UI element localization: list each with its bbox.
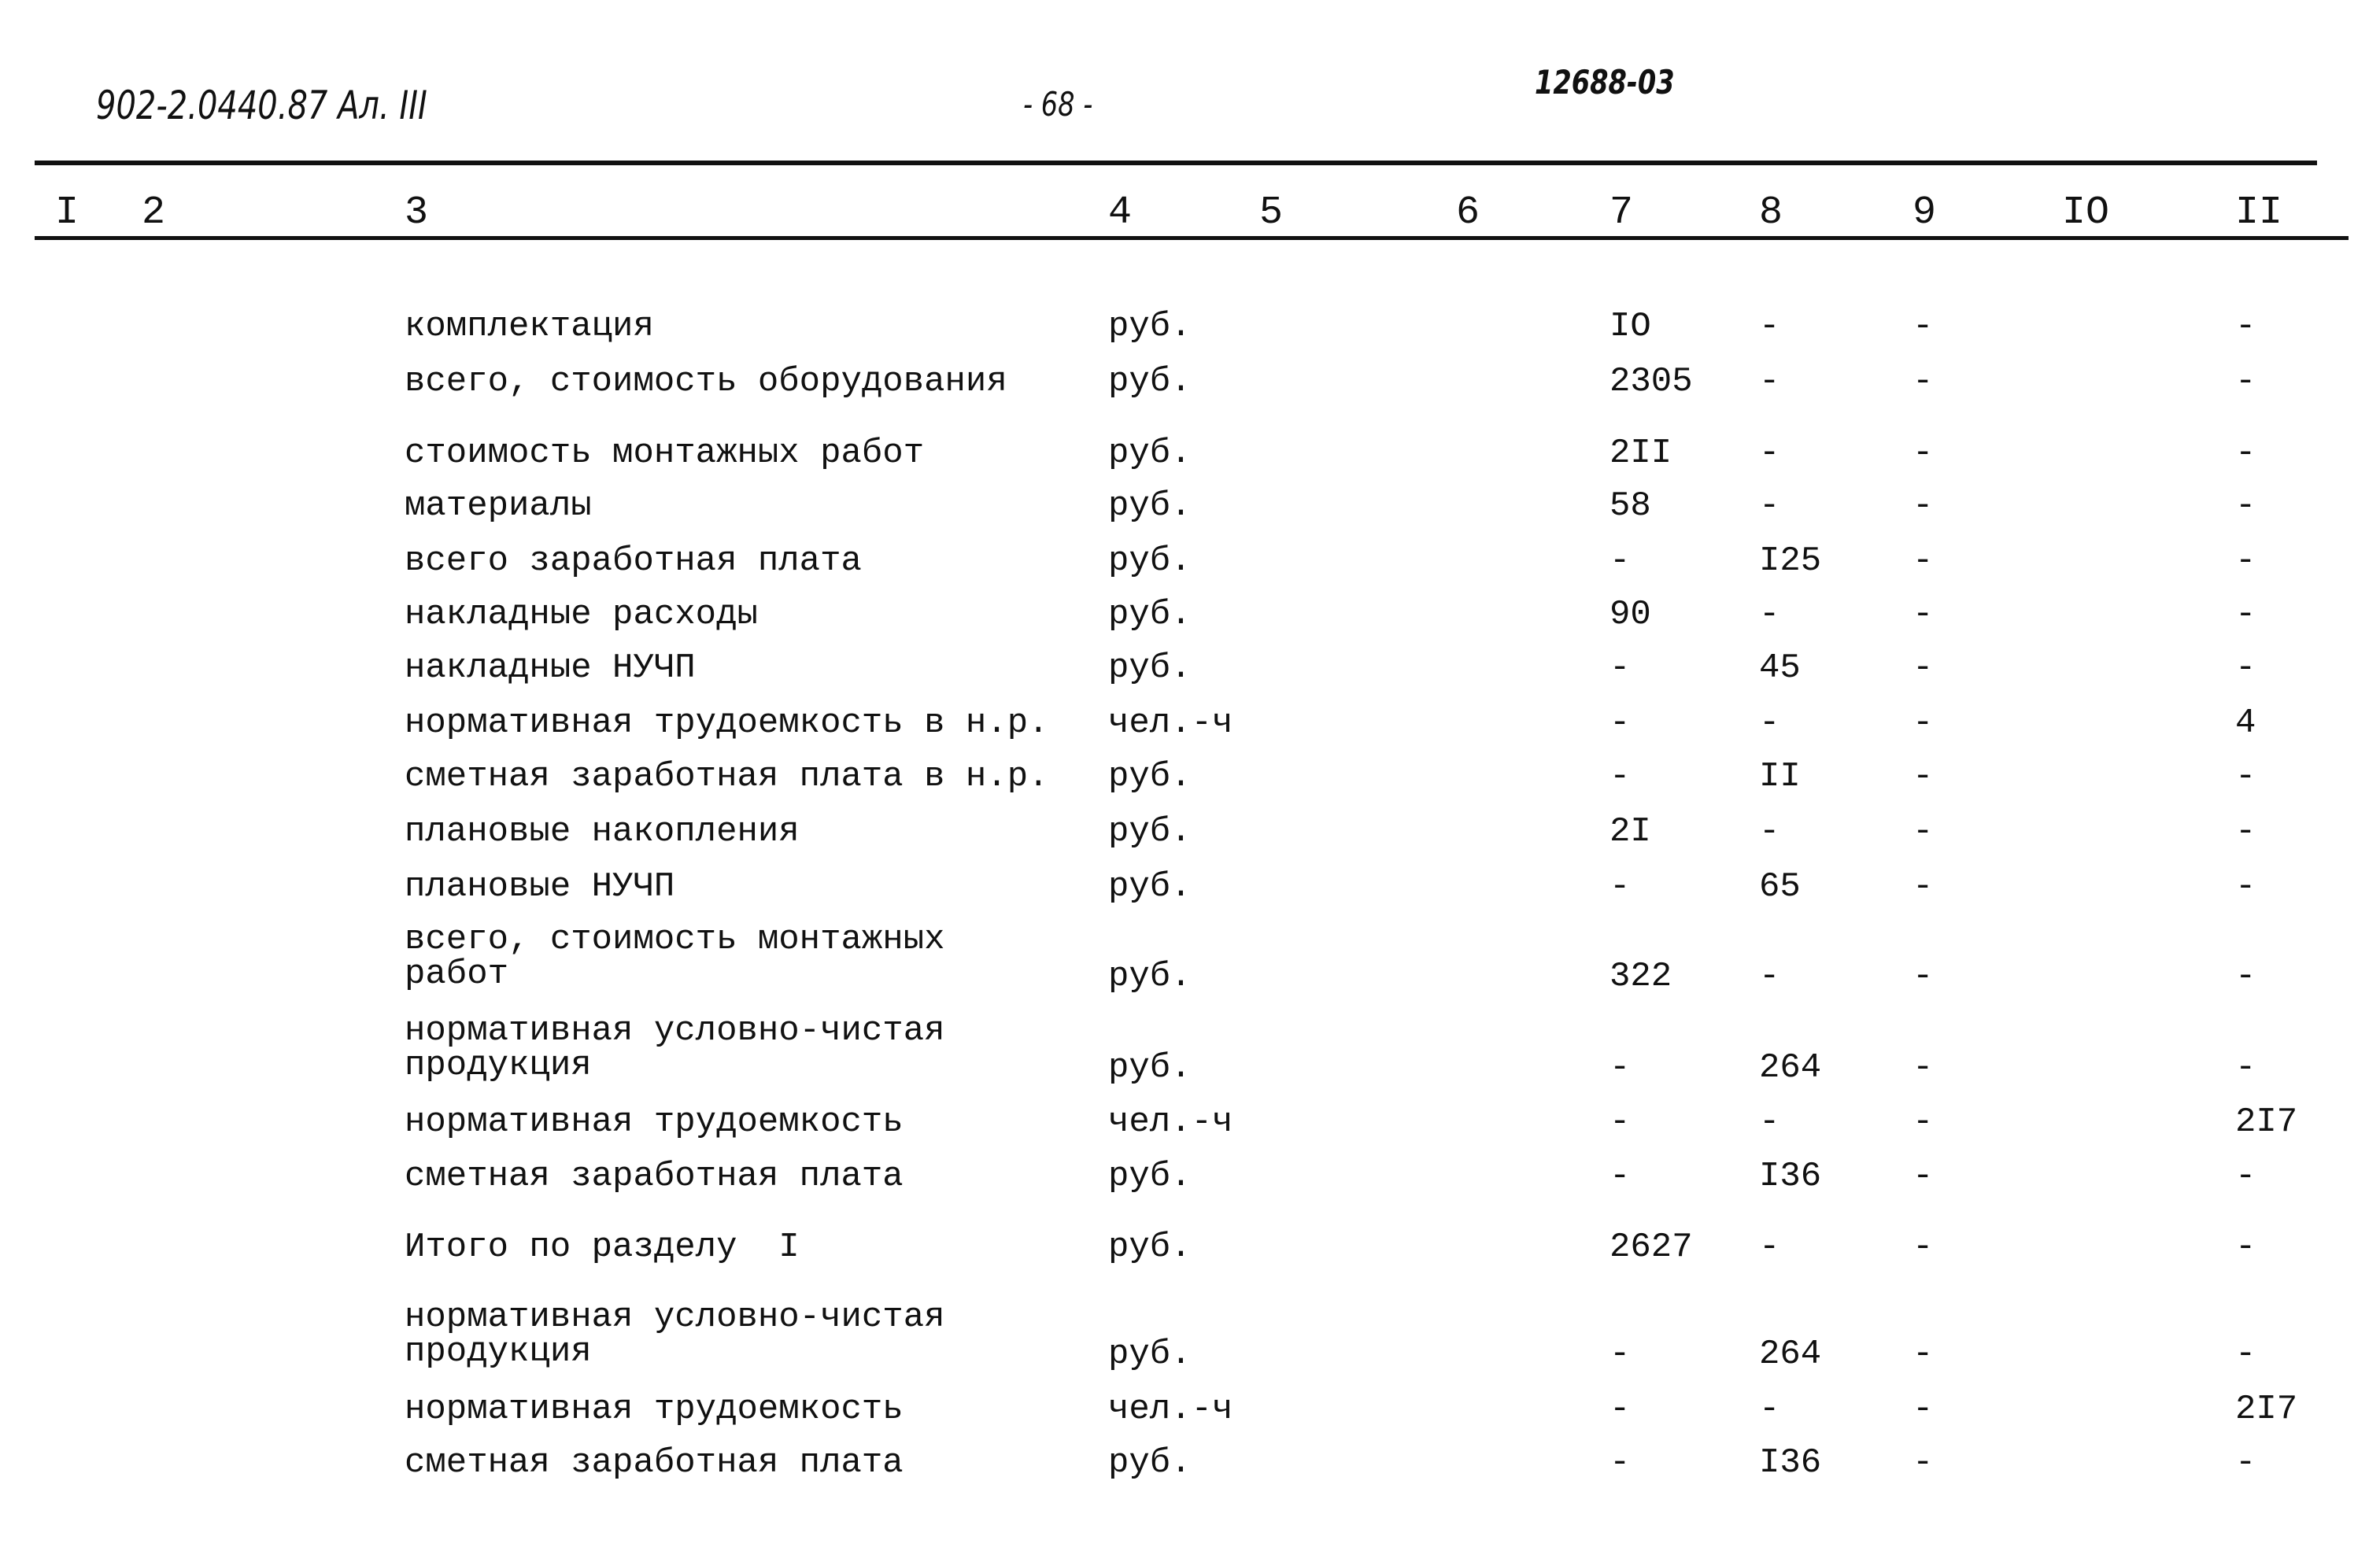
row-label: накладные НУЧП: [405, 648, 696, 688]
cell-c8: -: [1759, 362, 1780, 401]
cell-c11: -: [2235, 1157, 2256, 1196]
column-number: I: [55, 190, 79, 235]
cell-c9: -: [1913, 1048, 1934, 1087]
cell-c8: 264: [1759, 1335, 1822, 1374]
cell-c11: -: [2235, 541, 2256, 581]
row-unit: руб.: [1108, 595, 1192, 634]
row-unit: руб.: [1108, 1157, 1192, 1196]
row-label: сметная заработная плата: [405, 1157, 904, 1196]
row-unit: руб.: [1108, 434, 1192, 473]
cell-c11: -: [2235, 1048, 2256, 1087]
cell-c9: -: [1913, 1157, 1934, 1196]
page-number: - 68 -: [1023, 85, 1093, 124]
column-number: 7: [1609, 190, 1634, 235]
document-code: 902-2.0440.87 Ал. III: [96, 83, 427, 128]
cell-c8: II: [1759, 757, 1801, 796]
row-label: сметная заработная плата: [405, 1443, 904, 1483]
cell-c7: -: [1609, 1102, 1631, 1142]
row-label: стоимость монтажных работ: [405, 434, 925, 473]
cell-c11: -: [2235, 362, 2256, 401]
cell-c11: 2I7: [2235, 1102, 2298, 1142]
cell-c7: 2II: [1609, 434, 1672, 473]
column-number: 5: [1259, 190, 1284, 235]
cell-c9: -: [1913, 957, 1934, 996]
row-label: плановые НУЧП: [405, 867, 675, 907]
cell-c7: -: [1609, 541, 1631, 581]
cell-c9: -: [1913, 541, 1934, 581]
cell-c9: -: [1913, 307, 1934, 346]
cell-c9: -: [1913, 648, 1934, 688]
row-label: всего заработная плата: [405, 541, 862, 581]
archive-number: 12688-03: [1535, 63, 1675, 102]
row-unit: руб.: [1108, 1443, 1192, 1483]
cell-c9: -: [1913, 1228, 1934, 1267]
cell-c11: -: [2235, 757, 2256, 796]
cell-c8: 65: [1759, 867, 1801, 907]
cell-c9: -: [1913, 362, 1934, 401]
cell-c11: -: [2235, 486, 2256, 526]
cell-c9: -: [1913, 486, 1934, 526]
cell-c9: -: [1913, 1102, 1934, 1142]
row-unit: руб.: [1108, 1048, 1192, 1087]
cell-c7: -: [1609, 1443, 1631, 1483]
column-number: II: [2235, 190, 2283, 235]
column-number: 2: [142, 190, 166, 235]
row-unit: руб.: [1108, 757, 1192, 796]
cell-c11: 4: [2235, 703, 2256, 743]
row-label: нормативная условно-чистая продукция: [405, 1011, 945, 1085]
cell-c7: -: [1609, 1157, 1631, 1196]
cell-c8: I36: [1759, 1443, 1822, 1483]
row-label: комплектация: [405, 307, 654, 346]
cell-c8: -: [1759, 486, 1780, 526]
row-unit: чел.-ч: [1108, 1102, 1233, 1142]
cell-c8: -: [1759, 812, 1780, 851]
row-unit: чел.-ч: [1108, 1390, 1233, 1429]
header-rule: [35, 236, 2349, 240]
cell-c11: -: [2235, 434, 2256, 473]
row-unit: руб.: [1108, 1335, 1192, 1374]
cell-c7: 2I: [1609, 812, 1651, 851]
column-number: 9: [1913, 190, 1937, 235]
row-unit: руб.: [1108, 867, 1192, 907]
row-label: Итого по разделу I: [405, 1228, 800, 1267]
cell-c11: -: [2235, 1228, 2256, 1267]
cell-c8: I25: [1759, 541, 1822, 581]
row-unit: руб.: [1108, 541, 1192, 581]
cell-c7: -: [1609, 757, 1631, 796]
row-label: нормативная трудоемкость: [405, 1390, 904, 1429]
cell-c7: -: [1609, 1390, 1631, 1429]
cell-c8: -: [1759, 957, 1780, 996]
row-label: нормативная трудоемкость в н.р.: [405, 703, 1049, 743]
row-unit: руб.: [1108, 1228, 1192, 1267]
cell-c7: 90: [1609, 595, 1651, 634]
cell-c7: IO: [1609, 307, 1651, 346]
cell-c7: 2305: [1609, 362, 1693, 401]
cell-c9: -: [1913, 1443, 1934, 1483]
cell-c11: -: [2235, 307, 2256, 346]
cell-c7: 2627: [1609, 1228, 1693, 1267]
cell-c7: 322: [1609, 957, 1672, 996]
cell-c7: -: [1609, 703, 1631, 743]
cell-c8: -: [1759, 703, 1780, 743]
cell-c9: -: [1913, 1335, 1934, 1374]
cell-c11: 2I7: [2235, 1390, 2298, 1429]
cell-c11: -: [2235, 1443, 2256, 1483]
row-unit: руб.: [1108, 812, 1192, 851]
cell-c7: -: [1609, 1335, 1631, 1374]
cell-c7: -: [1609, 867, 1631, 907]
row-label: материалы: [405, 486, 592, 526]
row-unit: руб.: [1108, 486, 1192, 526]
cell-c9: -: [1913, 757, 1934, 796]
row-label: нормативная условно-чистая продукция: [405, 1298, 945, 1372]
cell-c11: -: [2235, 648, 2256, 688]
row-label: нормативная трудоемкость: [405, 1102, 904, 1142]
column-number: 8: [1759, 190, 1783, 235]
cell-c9: -: [1913, 434, 1934, 473]
row-label: всего, стоимость монтажных работ: [405, 920, 945, 994]
column-number: IO: [2062, 190, 2110, 235]
cell-c9: -: [1913, 1390, 1934, 1429]
cell-c11: -: [2235, 595, 2256, 634]
cell-c7: -: [1609, 648, 1631, 688]
row-unit: руб.: [1108, 957, 1192, 996]
column-number: 4: [1108, 190, 1133, 235]
cell-c8: -: [1759, 1390, 1780, 1429]
row-label: плановые накопления: [405, 812, 800, 851]
cell-c7: 58: [1609, 486, 1651, 526]
cell-c7: -: [1609, 1048, 1631, 1087]
row-label: всего, стоимость оборудования: [405, 362, 1007, 401]
top-rule: [35, 161, 2317, 165]
column-number: 6: [1456, 190, 1480, 235]
cell-c9: -: [1913, 703, 1934, 743]
cell-c9: -: [1913, 812, 1934, 851]
row-unit: чел.-ч: [1108, 703, 1233, 743]
column-number: 3: [405, 190, 429, 235]
cell-c8: 264: [1759, 1048, 1822, 1087]
cell-c8: -: [1759, 307, 1780, 346]
cell-c11: -: [2235, 957, 2256, 996]
cell-c11: -: [2235, 867, 2256, 907]
cell-c8: -: [1759, 1102, 1780, 1142]
cell-c11: -: [2235, 812, 2256, 851]
row-unit: руб.: [1108, 307, 1192, 346]
cell-c8: -: [1759, 1228, 1780, 1267]
cell-c9: -: [1913, 867, 1934, 907]
cell-c11: -: [2235, 1335, 2256, 1374]
cell-c8: 45: [1759, 648, 1801, 688]
cell-c8: -: [1759, 434, 1780, 473]
row-label: сметная заработная плата в н.р.: [405, 757, 1049, 796]
cell-c8: -: [1759, 595, 1780, 634]
row-unit: руб.: [1108, 648, 1192, 688]
row-unit: руб.: [1108, 362, 1192, 401]
cell-c9: -: [1913, 595, 1934, 634]
row-label: накладные расходы: [405, 595, 758, 634]
cell-c8: I36: [1759, 1157, 1822, 1196]
